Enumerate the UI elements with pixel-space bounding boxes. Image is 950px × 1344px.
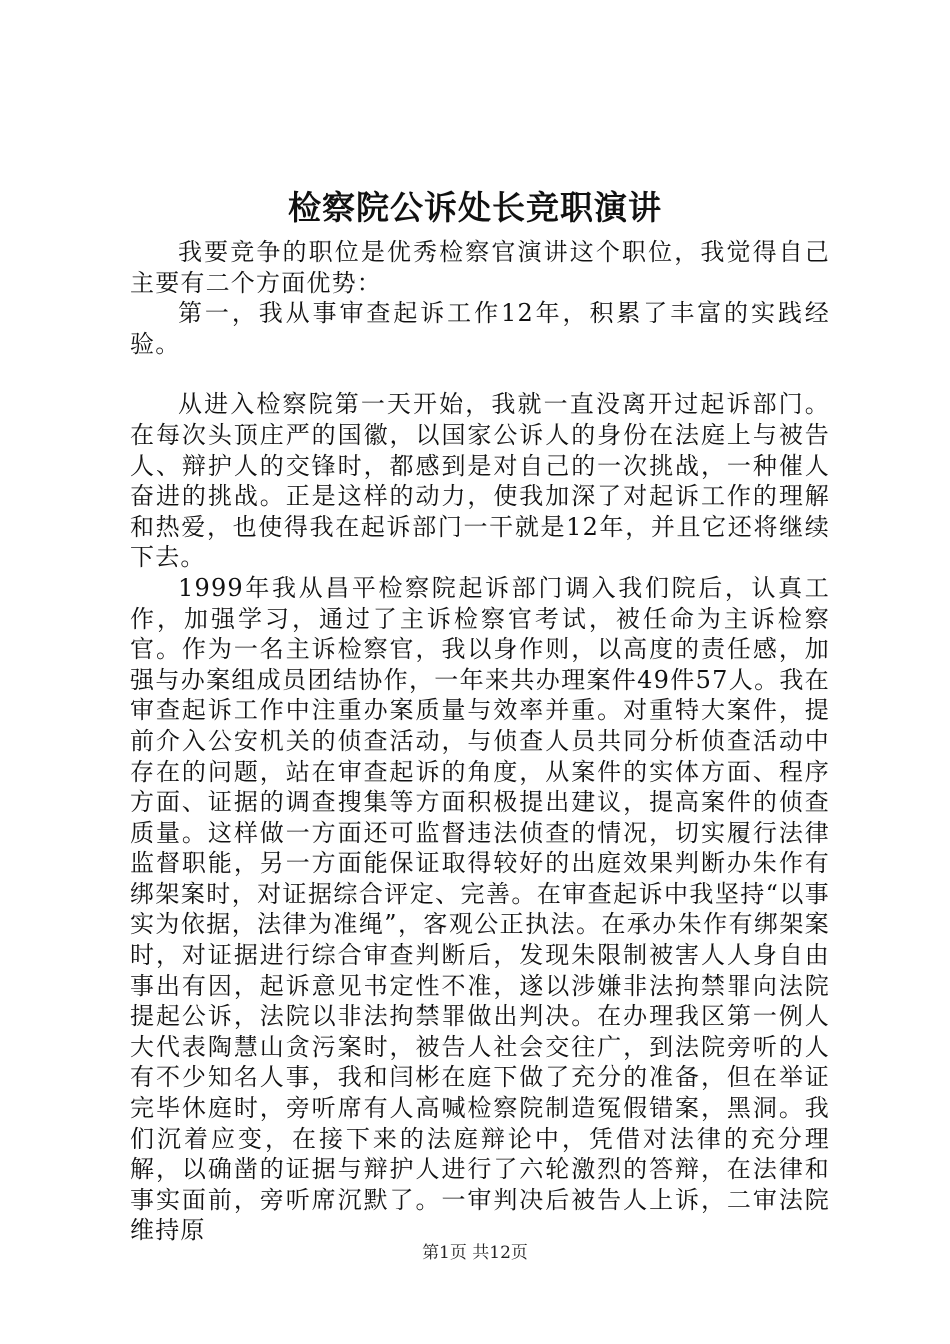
paragraph-intro: 我要竞争的职位是优秀检察官演讲这个职位，我觉得自己主要有二个方面优势： [130, 238, 830, 297]
paragraph-first-point: 第一，我从事审查起诉工作12年，积累了丰富的实践经验。 [130, 299, 830, 358]
paragraph-career: 从进入检察院第一天开始，我就一直没离开过起诉部门。在每次头顶庄严的国徽，以国家公诉人的身份在法庭上与被告人、辩护人的交锋时，都感到是对自己的一次挑战，一种催人奋进的挑战。正是这样的动力，使我加深了对起诉工作的理解和热爱，也使得我在起诉部门一干就是12年，并且它还将继续下去。 [130, 390, 830, 572]
page-number-footer: 第1页 共12页 [422, 1243, 528, 1263]
document-body [130, 237, 830, 1246]
document-title: 检察院公诉处长竞职演讲 [288, 188, 662, 227]
paragraph-experience: 1999年我从昌平检察院起诉部门调入我们院后，认真工作，加强学习，通过了主诉检察官考试，被任命为主诉检察官。作为一名主诉检察官，我以身作则，以高度的责任感，加强与办案组成员团结协作，一年来共办理案件49件57人。我在审查起诉工作中注重办案质量与效率并重。对重特大案件，提前介入公安机关的侦查活动，与侦查人员共同分析侦查活动中存在的问题，站在审查起诉的角度，从案件的实体方面、程序方面、证据的调查搜集等方面积极提出建议，提高案件的侦查质量。这样做一方面还可监督违法侦查的情况，切实履行法律监督职能，另一方面能保证取得较好的出庭效果判断办朱作有绑架案时，对证据综合评定、完善。在审查起诉中我坚持“以事实为依据，法律为准绳”，客观公正执法。在承办朱作有绑架案时，对证据进行综合审查判断后，发现朱限制被害人人身自由事出有因，起诉意见书定性不准，遂以涉嫌非法拘禁罪向法院提起公诉，法院以非法拘禁罪做出判决。在办理我区第一例人大代表陶慧山贪污案时，被告人社会交往广，到法院旁听的人有不少知名人事，我和闫彬在庭下做了充分的准备，但在举证完毕休庭时，旁听席有人高喊检察院制造冤假错案，黑洞。我们沉着应变，在接下来的法庭辩论中，凭借对法律的充分理解，以确凿的证据与辩护人进行了六轮激烈的答辩，在法律和事实面前，旁听席沉默了。一审判决后被告人上诉，二审法院维持原 [130, 573, 830, 1245]
